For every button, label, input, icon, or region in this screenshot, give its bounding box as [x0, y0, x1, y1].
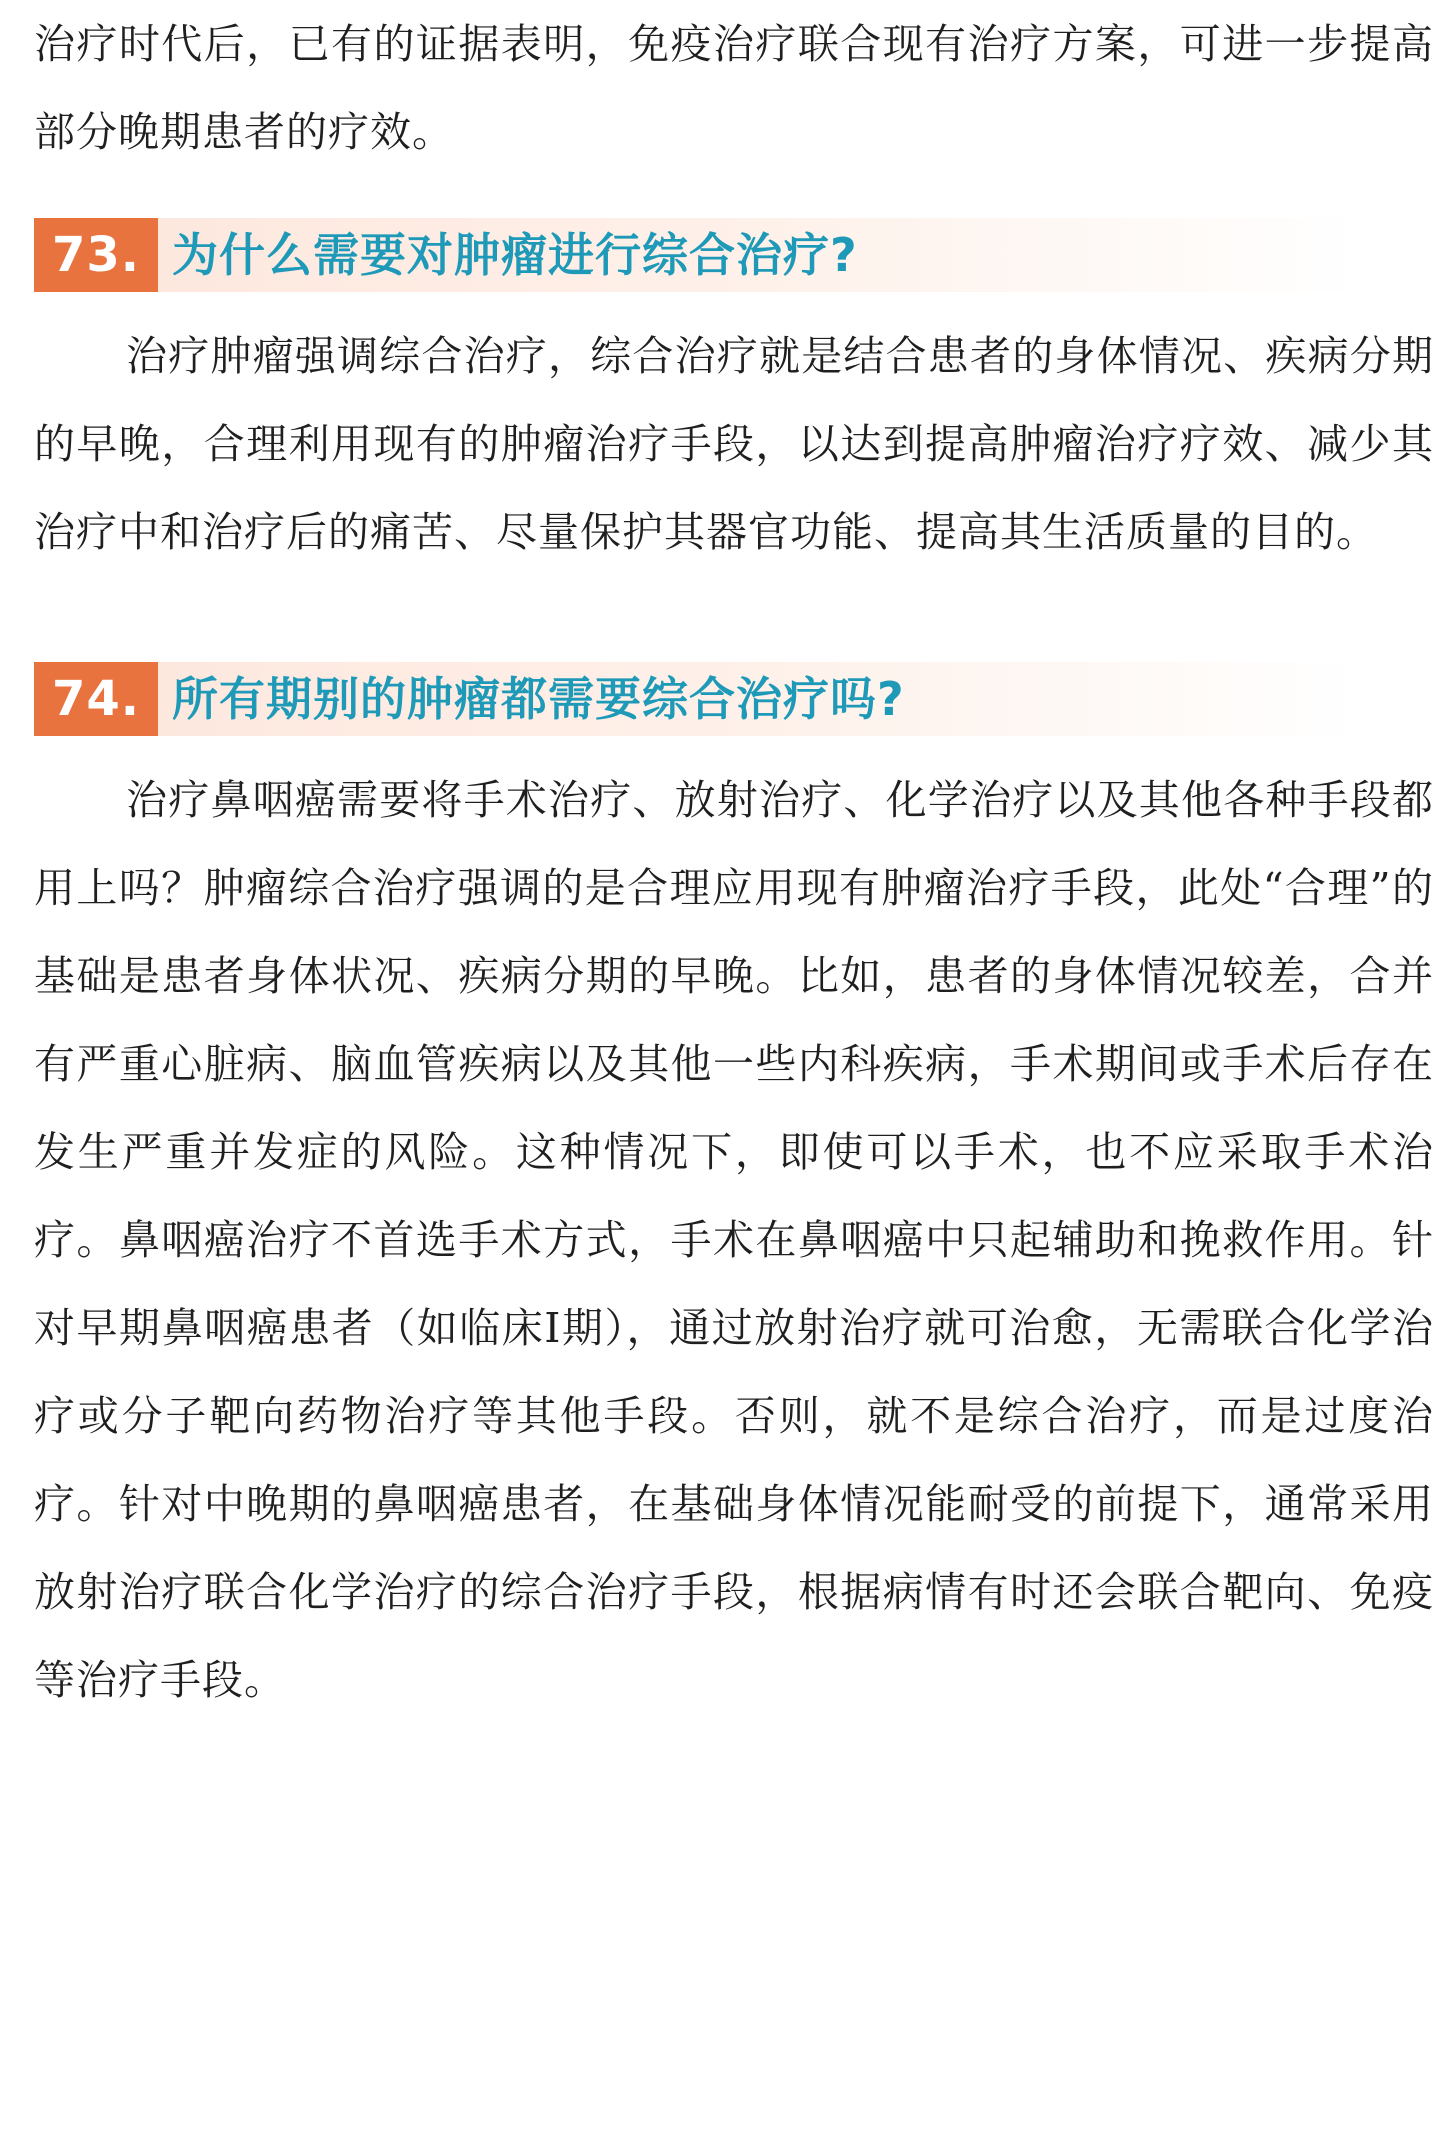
section-74-title: 所有期别的肿瘤都需要综合治疗吗?: [172, 672, 905, 726]
section-73-title: 为什么需要对肿瘤进行综合治疗?: [172, 228, 858, 282]
section-73-number-badge: 73.: [34, 218, 158, 292]
section-73-body: 治疗肿瘤强调综合治疗，综合治疗就是结合患者的身体情况、疾病分期的早晚，合理利用现有的肿瘤治疗手段，以达到提高肿瘤治疗疗效、减少其治疗中和治疗后的痛苦、尽量保护其器官功能、提高其生活质量的目的。: [34, 332, 1434, 556]
section-74-heading: [34, 662, 1364, 736]
section-74-number-badge: 74.: [34, 662, 158, 736]
intro-paragraph: 治疗时代后，已有的证据表明，免疫治疗联合现有治疗方案，可进一步提高部分晚期患者的疗效。: [34, 20, 1434, 156]
section-73-heading: [34, 218, 1364, 292]
section-74-body: 治疗鼻咽癌需要将手术治疗、放射治疗、化学治疗以及其他各种手段都用上吗？肿瘤综合治疗强调的是合理应用现有肿瘤治疗手段，此处“合理”的基础是患者身体状况、疾病分期的早晚。比如，患者的身体情况较差，合并有严重心脏病、脑血管疾病以及其他一些内科疾病，手术期间或手术后存在发生严重并发症的风险。这种情况下，即使可以手术，也不应采取手术治疗。鼻咽癌治疗不首选手术方式，手术在鼻咽癌中只起辅助和挽救作用。针对早期鼻咽癌患者（如临床Ⅰ期），通过放射治疗就可治愈，无需联合化学治疗或分子靶向药物治疗等其他手段。否则，就不是综合治疗，而是过度治疗。针对中晚期的鼻咽癌患者，在基础身体情况能耐受的前提下，通常采用放射治疗联合化学治疗的综合治疗手段，根据病情有时还会联合靶向、免疫等治疗手段。: [34, 776, 1434, 1704]
